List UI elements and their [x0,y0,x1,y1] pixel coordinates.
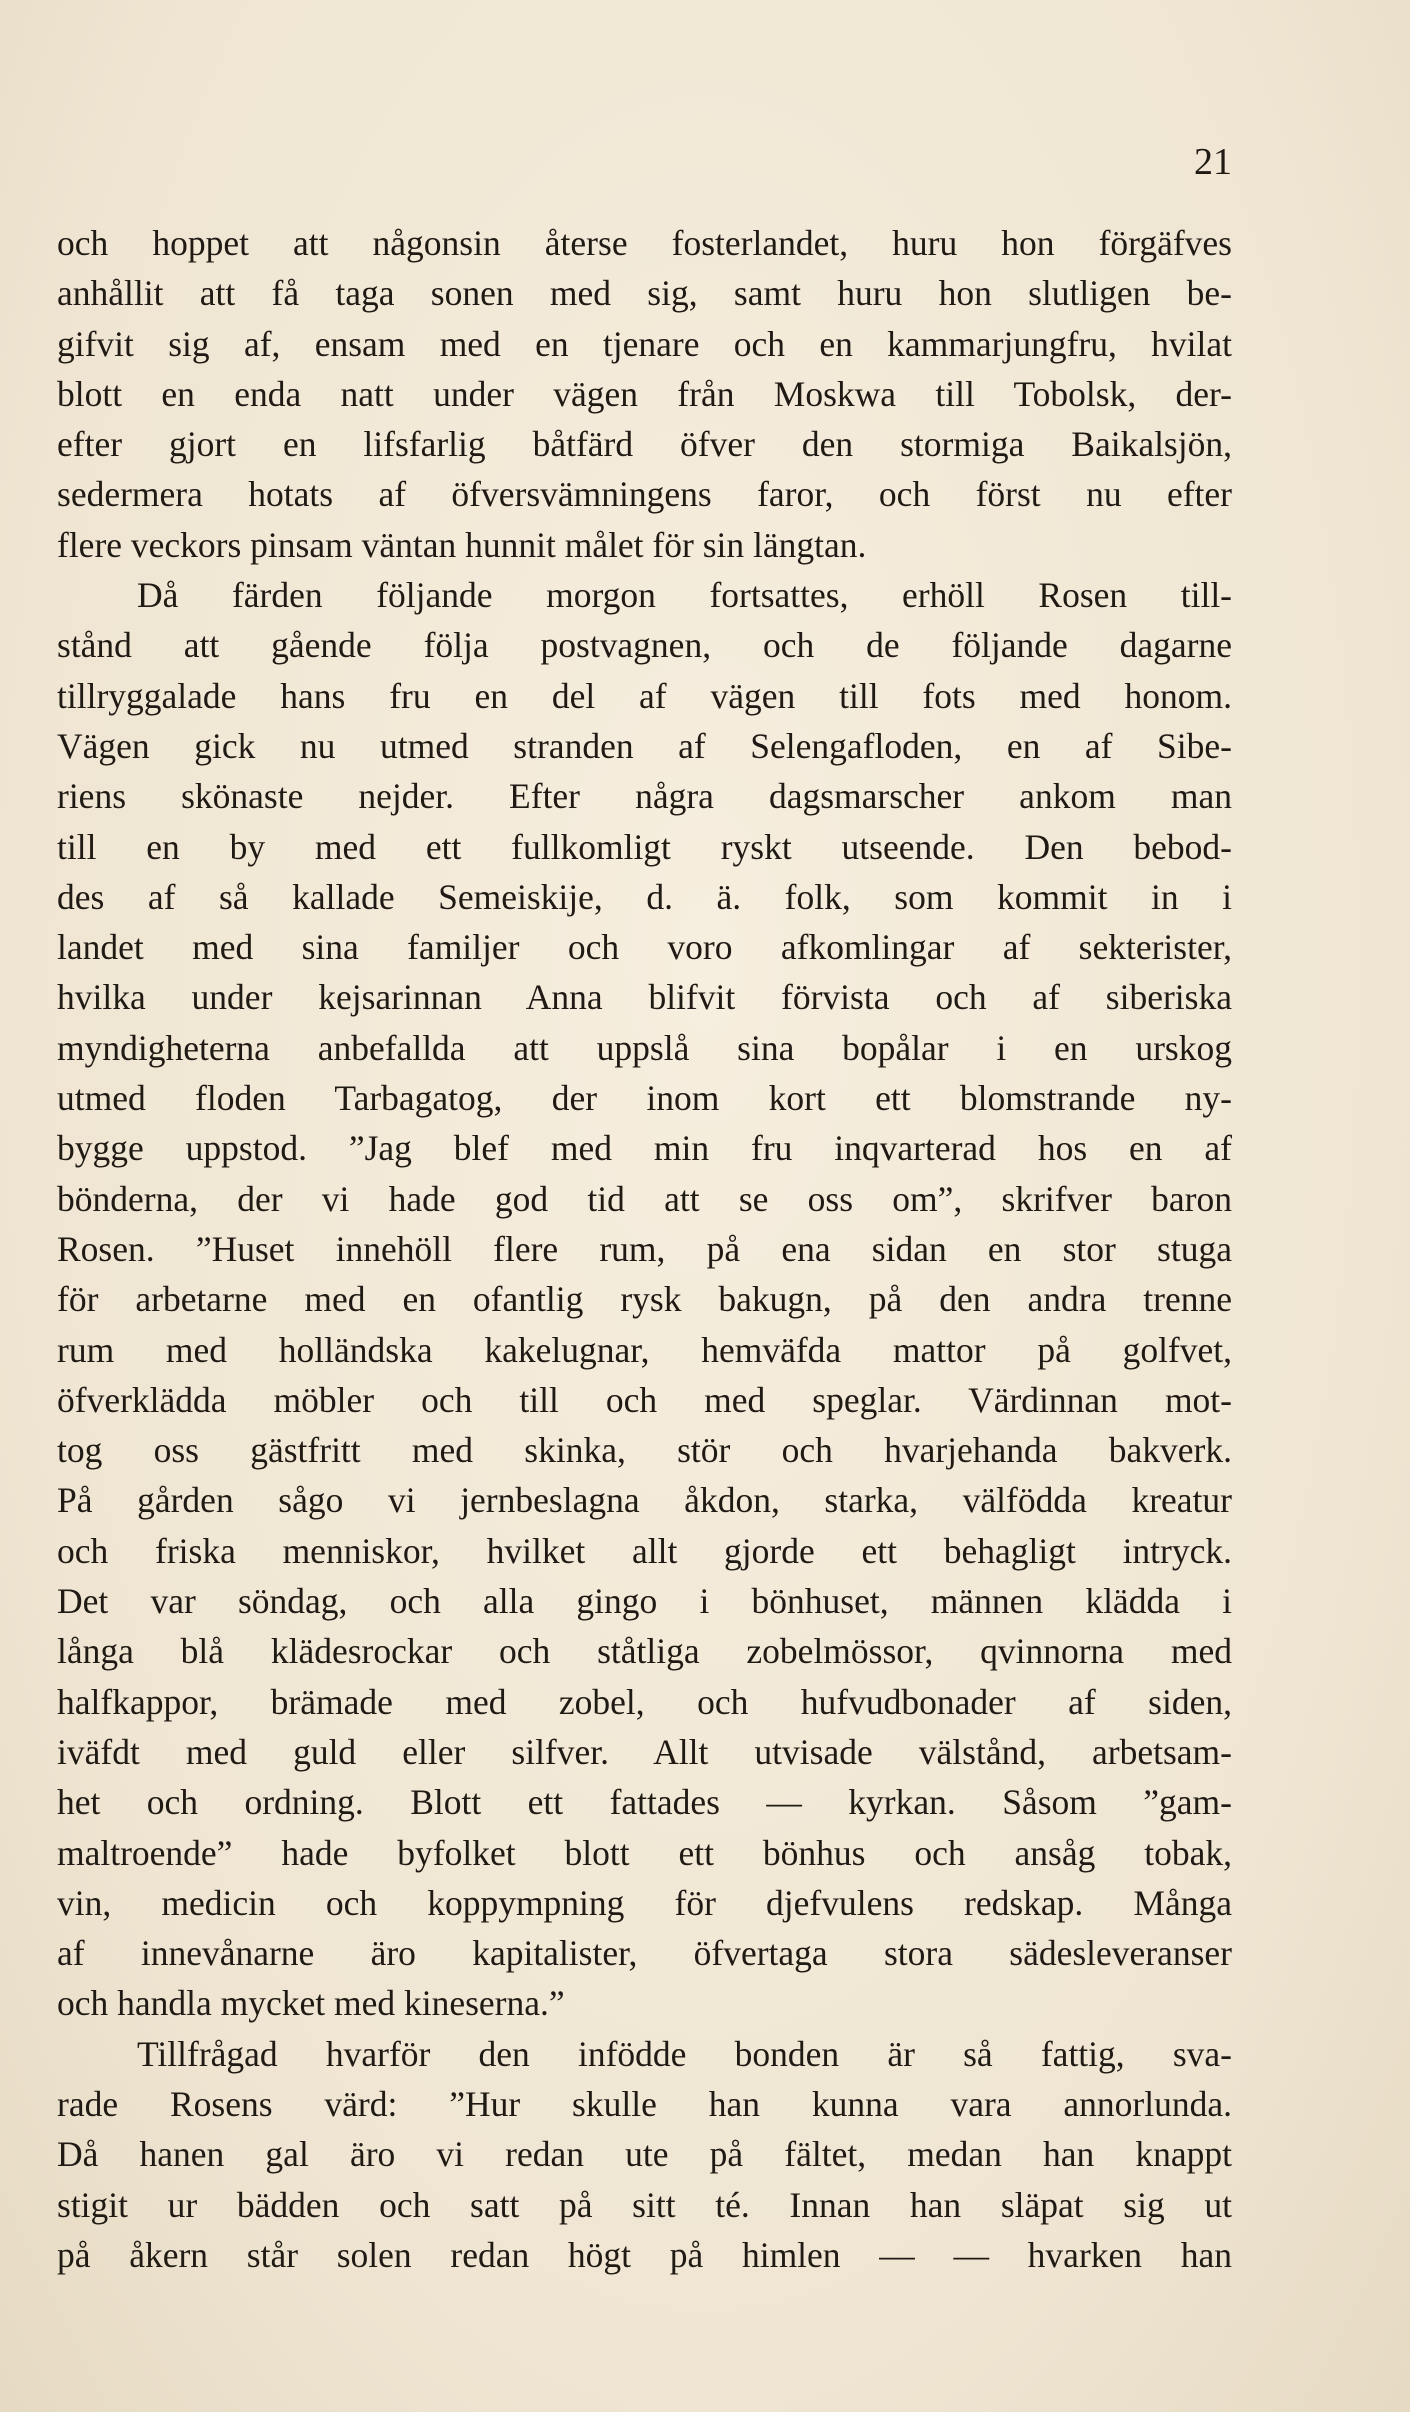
text-line: iväfdt med guld eller silfver. Allt utvisade välstånd, arbetsam- [57,1731,1232,1772]
text-line: Då färden följande morgon fortsattes, erhöll Rosen till- [137,575,1232,616]
text-line: på åkern står solen redan högt på himlen — — hvarken han [57,2234,1232,2275]
text-line: riens skönaste nejder. Efter några dagsmarscher ankom man [57,776,1232,817]
text-line: sedermera hotats af öfversvämningens faror, och först nu efter [57,474,1232,515]
text-line: vin, medicin och koppympning för djefvulens redskap. Många [57,1882,1232,1923]
text-line: Rosen. ”Huset innehöll flere rum, på ena sidan en stor stuga [57,1228,1232,1269]
text-line: och handla mycket med kineserna.” [57,1983,565,2024]
text-line: flere veckors pinsam väntan hunnit målet för sin längtan. [57,524,867,565]
text-line: des af så kallade Semeiskije, d. ä. folk, som kommit in i [57,876,1232,917]
text-line: efter gjort en lifsfarlig båtfärd öfver den stormiga Baikalsjön, [57,424,1232,465]
text-line: Då hanen gal äro vi redan ute på fältet, medan han knappt [57,2134,1232,2175]
text-line: Tillfrågad hvarför den infödde bonden är så fattig, sva- [137,2033,1232,2074]
text-line: halfkappor, brämade med zobel, och hufvudbonader af siden, [57,1681,1232,1722]
text-line: hvilka under kejsarinnan Anna blifvit förvista och af siberiska [57,977,1232,1018]
text-line: maltroende” hade byfolket blott ett bönhus och ansåg tobak, [57,1832,1232,1873]
text-line: öfverklädda möbler och till och med speglar. Värdinnan mot- [57,1379,1232,1420]
text-line: Det var söndag, och alla gingo i bönhuset, männen klädda i [57,1581,1232,1622]
text-line: tillryggalade hans fru en del af vägen till fots med honom. [57,675,1232,716]
text-line: landet med sina familjer och voro afkomlingar af sekterister, [57,927,1232,968]
text-line: långa blå klädesrockar och ståtliga zobelmössor, qvinnorna med [57,1631,1232,1672]
text-line: för arbetarne med en ofantlig rysk bakugn, på den andra trenne [57,1279,1232,1320]
text-line: rum med holländska kakelugnar, hemväfda mattor på golfvet, [57,1329,1232,1370]
text-line: och hoppet att någonsin återse fosterlandet, huru hon förgäfves [57,223,1232,263]
text-line: utmed floden Tarbagatog, der inom kort ett blomstrande ny- [57,1078,1232,1119]
text-line: tog oss gästfritt med skinka, stör och hvarjehanda bakverk. [57,1430,1232,1471]
body-text [57,218,1232,2280]
text-line: het och ordning. Blott ett fattades — kyrkan. Såsom ”gam- [57,1782,1232,1823]
text-line: stigit ur bädden och satt på sitt té. Innan han släpat sig ut [57,2184,1232,2225]
text-line: anhållit att få taga sonen med sig, samt huru hon slutligen be- [57,273,1232,314]
text-line: myndigheterna anbefallda att uppslå sina bopålar i en urskog [57,1027,1232,1068]
text-line: gifvit sig af, ensam med en tjenare och en kammarjungfru, hvilat [57,323,1232,364]
page-number: 21 [1194,141,1232,183]
text-line: bönderna, der vi hade god tid att se oss om”, skrifver baron [57,1178,1232,1219]
text-line: stånd att gående följa postvagnen, och de följande dagarne [57,625,1232,666]
text-line: af innevånarne äro kapitalister, öfvertaga stora sädesleveranser [57,1933,1232,1974]
text-line: och friska menniskor, hvilket allt gjorde ett behagligt intryck. [57,1530,1232,1571]
text-line: Vägen gick nu utmed stranden af Selengafloden, en af Sibe- [57,725,1232,766]
text-line: På gården sågo vi jernbeslagna åkdon, starka, välfödda kreatur [57,1480,1232,1521]
text-line: rade Rosens värd: ”Hur skulle han kunna vara annorlunda. [57,2083,1232,2124]
text-line: till en by med ett fullkomligt ryskt utseende. Den bebod- [57,826,1232,867]
text-line: bygge uppstod. ”Jag blef med min fru inqvarterad hos en af [57,1128,1232,1169]
text-line: blott en enda natt under vägen från Moskwa till Tobolsk, der- [57,373,1232,414]
